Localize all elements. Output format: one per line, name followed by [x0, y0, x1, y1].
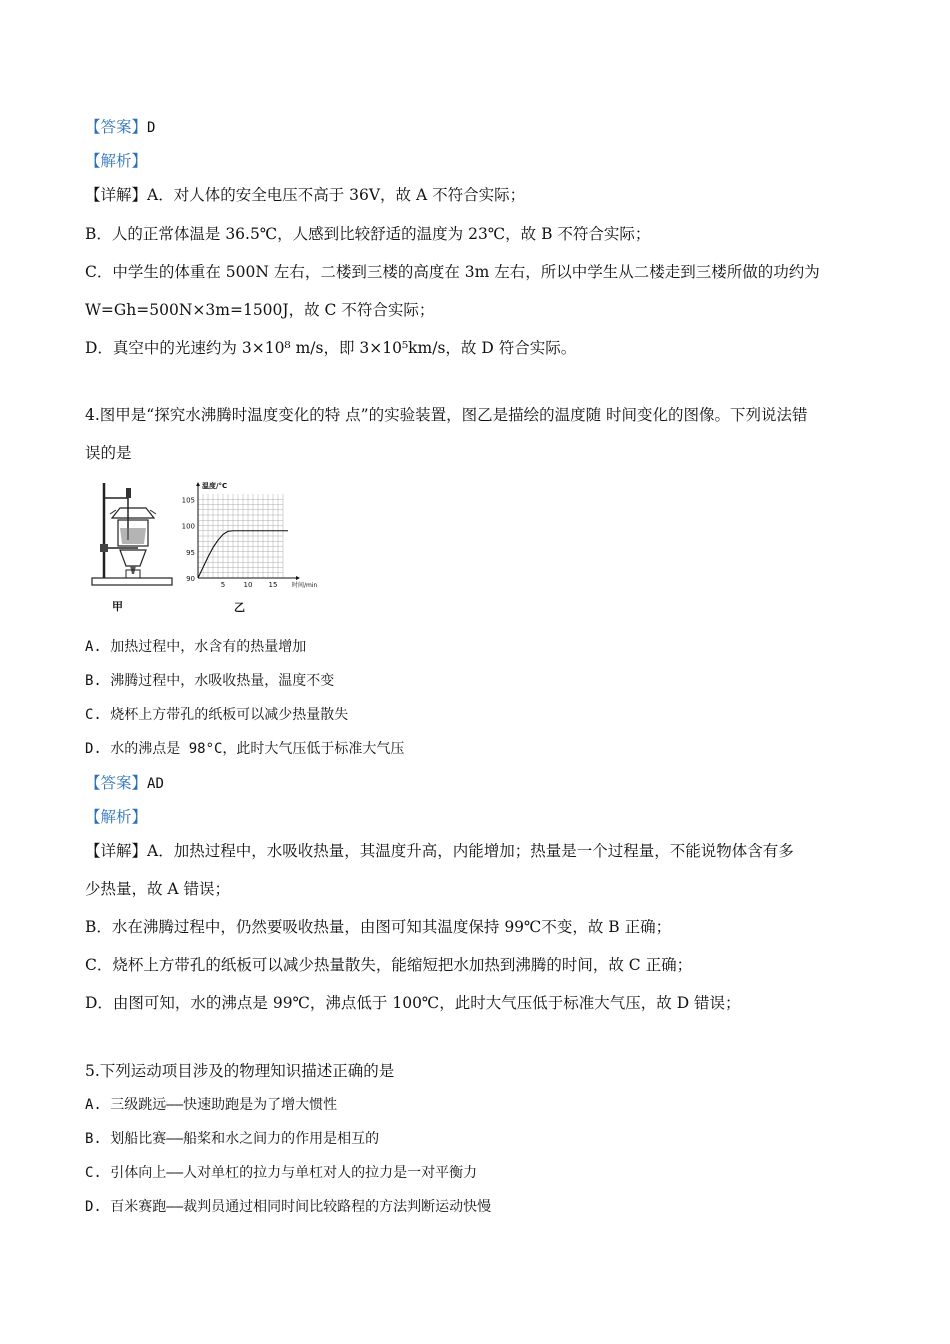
q5-option-c: C. 引体向上——人对单杠的拉力与单杠对人的拉力是一对平衡力: [85, 1165, 478, 1181]
temperature-time-chart: [178, 478, 328, 603]
answer-value: AD: [147, 776, 164, 792]
analysis-label: 【解析】: [85, 152, 148, 170]
answer-label: 【答案】: [85, 774, 148, 792]
q4-stem-cont: 误的是: [85, 444, 132, 462]
q4-detail-line: D．由图可知，水的沸点是 99℃，沸点低于 100℃，此时大气压低于标准大气压，故 D 错误；: [85, 994, 741, 1012]
q4-analysis-label: [85, 807, 147, 827]
analysis-label: 【解析】: [85, 808, 148, 826]
prev-answer-line: [85, 117, 155, 138]
prev-detail-line: C．中学生的体重在 500N 左右，二楼到三楼的高度在 3m 左右，所以中学生从二楼走到三楼所做的功约为: [85, 263, 820, 281]
q4-detail-line: 【详解】A．加热过程中，水吸收热量，其温度升高，内能增加；热量是一个过程量，不能说物体含有多: [85, 842, 794, 860]
q4-detail-line: 少热量，故 A 错误；: [85, 880, 231, 898]
prev-detail-line: 【详解】A．对人体的安全电压不高于 36V，故 A 不符合实际；: [85, 186, 526, 204]
q5-option-a: A. 三级跳远——快速助跑是为了增大惯性: [85, 1097, 338, 1113]
q4-detail-line: B．水在沸腾过程中，仍然要吸收热量，由图可知其温度保持 99℃不变，故 B 正确；: [85, 918, 672, 936]
answer-value: D: [147, 120, 156, 136]
y-axis-label: 温度/°C: [202, 482, 228, 490]
q4-option-d: D. 水的沸点是 98°C，此时大气压低于标准大气压: [85, 741, 405, 757]
x-tick-label: 15: [268, 581, 278, 589]
q5-stem: 5.下列运动项目涉及的物理知识描述正确的是: [85, 1062, 395, 1080]
q4-answer-line: [85, 773, 164, 794]
answer-label: 【答案】: [85, 118, 148, 136]
fig-left-caption: 甲: [112, 600, 123, 613]
q5-option-d: D. 百米赛跑——裁判员通过相同时间比较路程的方法判断运动快慢: [85, 1199, 492, 1215]
q4-detail-line: C．烧杯上方带孔的纸板可以减少热量散失，能缩短把水加热到沸腾的时间，故 C 正确；: [85, 956, 693, 974]
prev-detail-line: W=Gh=500N×3m=1500J，故 C 不符合实际；: [85, 301, 435, 319]
x-axis-arrow: [296, 576, 300, 580]
q4-option-a: A. 加热过程中，水含有的热量增加: [85, 639, 307, 655]
q4-figure: [90, 478, 330, 613]
q4-option-b: B. 沸腾过程中，水吸收热量，温度不变: [85, 673, 335, 689]
fig-right-caption: 乙: [234, 601, 245, 614]
boiling-apparatus-illustration: [90, 478, 180, 598]
y-tick-label: 90: [186, 575, 195, 583]
prev-detail-line: B．人的正常体温是 36.5℃，人感到比较舒适的温度为 23℃，故 B 不符合实际；: [85, 225, 651, 243]
q5-option-b: B. 划船比赛——船桨和水之间力的作用是相互的: [85, 1131, 380, 1147]
x-axis-label: 时间/min: [292, 582, 318, 589]
x-tick-label: 10: [243, 581, 253, 589]
y-axis-arrow: [196, 482, 200, 486]
y-tick-label: 105: [181, 496, 195, 505]
q4-stem: 4.图甲是“探究水沸腾时温度变化的特 点”的实验装置，图乙是描绘的温度随 时间变化的图像。下列说法错: [85, 406, 808, 424]
prev-detail-line: D．真空中的光速约为 3×10⁸ m/s，即 3×10⁵km/s，故 D 符合实际。: [85, 339, 577, 357]
prev-analysis-label: [85, 151, 147, 171]
y-tick-label: 100: [181, 522, 195, 531]
y-tick-label: 95: [186, 548, 195, 557]
q4-option-c: C. 烧杯上方带孔的纸板可以减少热量散失: [85, 707, 349, 723]
x-tick-label: 5: [220, 581, 226, 589]
